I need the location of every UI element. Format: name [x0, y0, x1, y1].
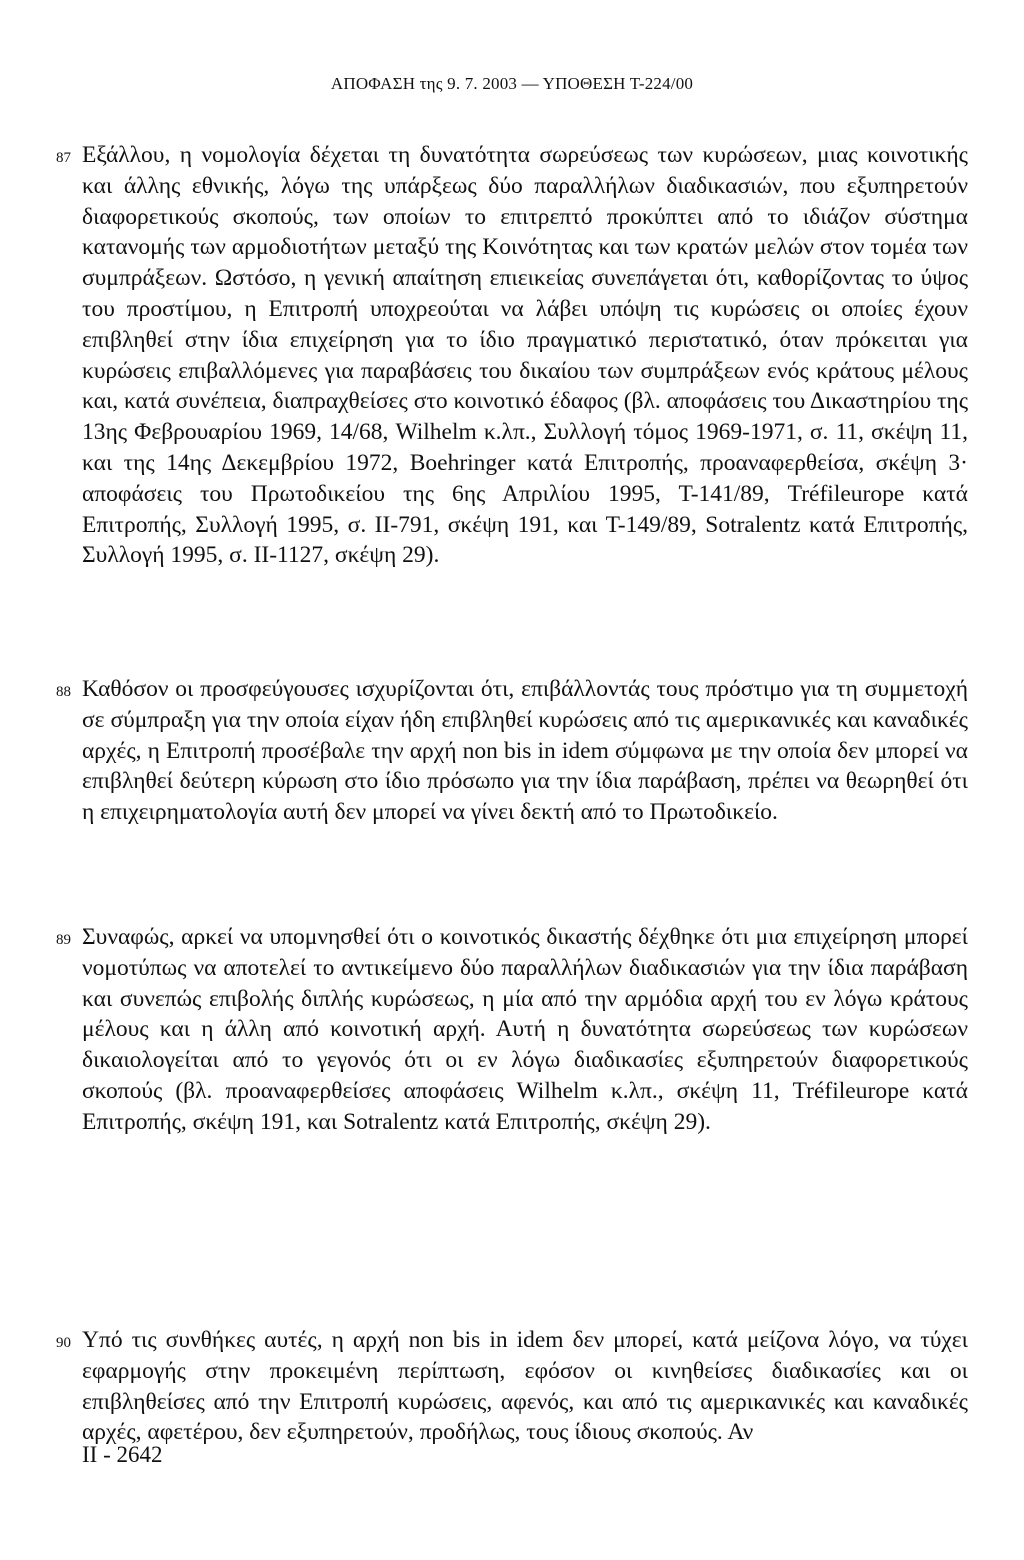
- paragraph-number: 88: [56, 684, 71, 700]
- page-header: ΑΠΟΦΑΣΗ της 9. 7. 2003 — ΥΠΟΘΕΣΗ Τ-224/00: [330, 74, 694, 93]
- paragraph-text: Καθόσον οι προσφεύγουσες ισχυρίζονται ότι, επιβάλλοντάς τους πρόστιμο για τη συμμετοχή σε σύμπραξη για την οποία είχαν ήδη επιβληθεί κυρώσεις από τις αμερικανικές και καναδικές αρχές, η Επιτροπή προσέβαλε την αρχή non bis in idem σύμφωνα με την οποία δεν μπορεί να επιβληθεί δεύτερη κύρωση στο ίδιο πρόσωπο για την ίδια παράβαση, πρέπει να θεωρηθεί ότι η επιχειρηματολογία αυτή δεν μπορεί να γίνει δεκτή από το Πρωτοδικείο.: [82, 676, 968, 826]
- paragraph-87: [56, 140, 968, 571]
- paragraph-number: 87: [56, 150, 71, 166]
- paragraph-90: [56, 1325, 968, 1448]
- paragraph-89: [56, 922, 968, 1138]
- page-number: II - 2642: [82, 1442, 163, 1467]
- paragraph-text: Συναφώς, αρκεί να υπομνησθεί ότι ο κοινοτικός δικαστής δέχθηκε ότι μια επιχείρηση μπορεί νομοτύπως να αποτελεί το αντικείμενο δύο παραλλήλων διαδικασιών για την ίδια παράβαση και συνεπώς επιβολής διπλής κυρώσεως, η μία από την αρμόδια αρχή του εν λόγω κράτους μέλους και η άλλη από κοινοτική αρχή. Αυτή η δυνατότητα σωρεύσεως των κυρώσεων δικαιολογείται από το γεγονός ότι οι εν λόγω διαδικασίες εξυπηρετούν διαφορετικούς σκοπούς (βλ. προαναφερθείσες αποφάσεις Wilhelm κ.λπ., σκέψη 11, Tréfileurope κατά Επιτροπής, σκέψη 191, και Sotralentz κατά Επιτροπής, σκέψη 29).: [82, 924, 968, 1135]
- paragraph-number: 89: [56, 932, 71, 948]
- paragraph-88: [56, 674, 968, 828]
- paragraph-text: Υπό τις συνθήκες αυτές, η αρχή non bis in idem δεν μπορεί, κατά μείζονα λόγο, να τύχει εφαρμογής στην προκειμένη περίπτωση, εφόσον οι κινηθείσες διαδικασίες και οι επιβληθείσες από την Επιτροπή κυρώσεις, αφενός, και από τις αμερικανικές και καναδικές αρχές, αφετέρου, δεν εξυπηρετούν, προδήλως, τους ίδιους σκοπούς. Αν: [82, 1327, 968, 1446]
- paragraph-text: Εξάλλου, η νομολογία δέχεται τη δυνατότητα σωρεύσεως των κυρώσεων, μιας κοινοτικής και άλλης εθνικής, λόγω της υπάρξεως δύο παραλλήλων διαδικασιών, που εξυπηρετούν διαφορετικούς σκοπούς, των οποίων το επιτρεπτό προκύπτει από το ιδιάζον σύστημα κατανομής των αρμοδιοτήτων μεταξύ της Κοινότητας και των κρατών μελών στον τομέα των συμπράξεων. Ωστόσο, η γενική απαίτηση επιεικείας συνεπάγεται ότι, καθορίζοντας το ύψος του προστίμου, η Επιτροπή υποχρεούται να λάβει υπόψη τις κυρώσεις οι οποίες έχουν επιβληθεί στην ίδια επιχείρηση για το ίδιο πραγματικό περιστατικό, όταν πρόκειται για κυρώσεις επιβαλλόμενες για παραβάσεις του δικαίου των συμπράξεων ενός κράτους μέλους και, κατά συνέπεια, διαπραχθείσες στο κοινοτικό έδαφος (βλ. αποφάσεις του Δικαστηρίου της 13ης Φεβρουαρίου 1969, 14/68, Wilhelm κ.λπ., Συλλογή τόμος 1969-1971, σ. 11, σκέψη 11, και της 14ης Δεκεμβρίου 1972, Boehringer κατά Επιτροπής, προαναφερθείσα, σκέψη 3· αποφάσεις του Πρωτοδικείου της 6ης Απριλίου 1995, Τ-141/89, Tréfileurope κατά Επιτροπής, Συλλογή 1995, σ. II-791, σκέψη 191, και Τ-149/89, Sotralentz κατά Επιτροπής, Συλλογή 1995, σ. II-1127, σκέψη 29).: [82, 142, 969, 569]
- paragraph-number: 90: [56, 1335, 71, 1351]
